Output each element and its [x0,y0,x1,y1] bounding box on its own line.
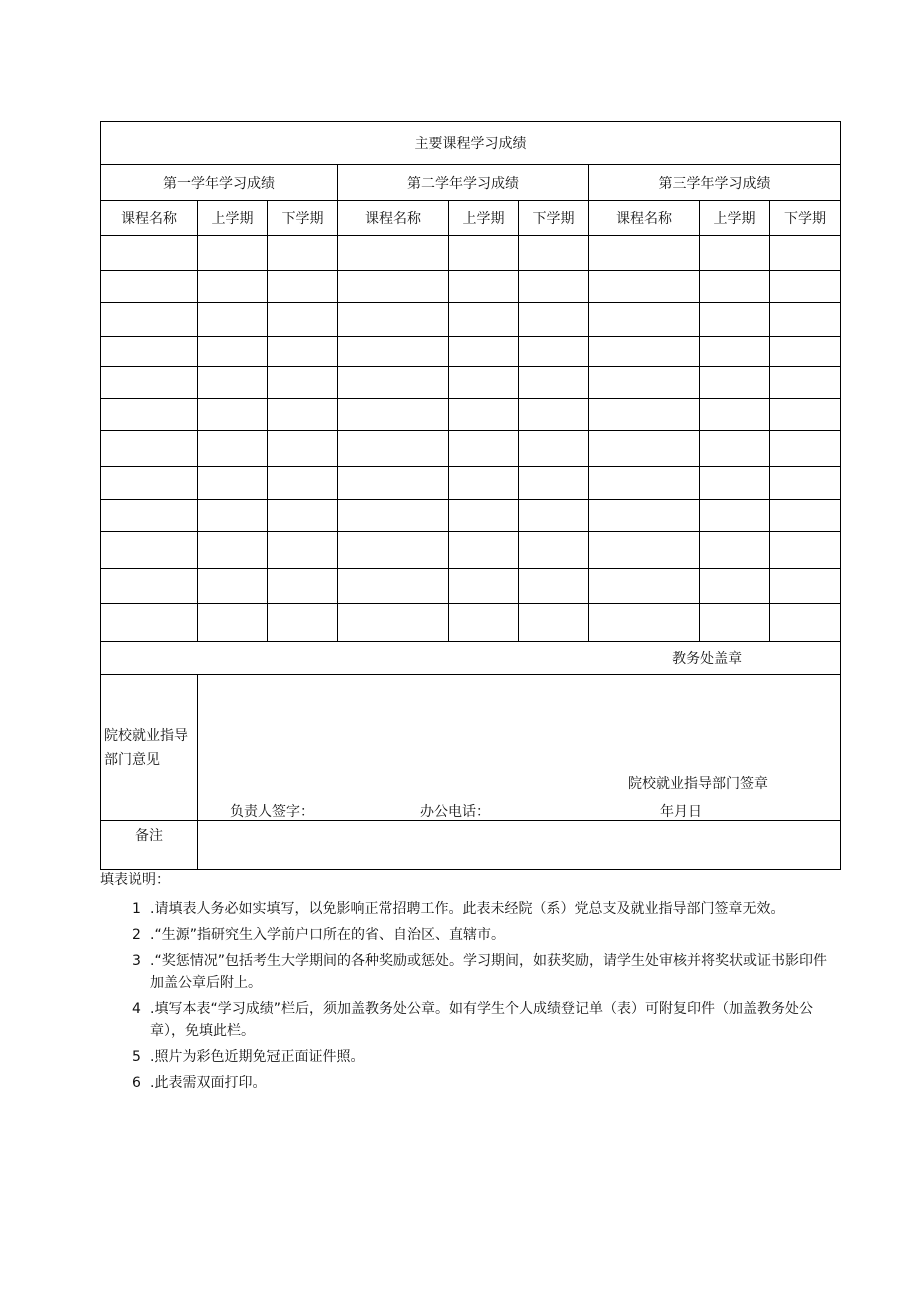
grade-cell[interactable] [519,367,589,399]
grade-cell[interactable] [589,500,700,532]
grade-cell[interactable] [338,399,449,431]
first-term-header: 上学期 [700,201,770,236]
career-guidance-opinion-cell[interactable] [198,675,841,821]
grade-cell[interactable] [338,367,449,399]
grade-cell[interactable] [770,431,841,467]
instruction-text: .请填表人务必如实填写，以免影响正常招聘工作。此表未经院（系）党总支及就业指导部门签章无效。 [150,901,785,917]
grade-cell[interactable] [770,569,841,604]
grade-cell[interactable] [198,399,268,431]
first-term-header: 上学期 [198,201,268,236]
grade-cell[interactable] [198,303,268,337]
first-term-header: 上学期 [449,201,519,236]
grade-cell[interactable] [449,236,519,271]
grade-cell[interactable] [589,236,700,271]
instruction-text: .“生源”指研究生入学前户口所在的省、自治区、直辖市。 [150,927,505,943]
career-guidance-opinion-label: 院校就业指导部门意见 [101,675,198,821]
grade-cell[interactable] [268,271,338,303]
office-phone-label: 办公电话： [420,804,490,820]
grade-cell[interactable] [589,604,700,642]
instruction-number: 4 [132,1001,141,1017]
grade-cell[interactable] [198,337,268,367]
grade-cell[interactable] [700,367,770,399]
grade-cell[interactable] [589,271,700,303]
grade-cell[interactable] [101,271,198,303]
grade-cell[interactable] [589,303,700,337]
grade-cell[interactable] [268,467,338,500]
instruction-item [100,1072,840,1094]
grade-cell[interactable] [338,431,449,467]
grade-cell[interactable] [519,532,589,569]
grade-cell[interactable] [770,467,841,500]
grade-cell[interactable] [770,399,841,431]
signer-label: 负责人签字： [230,804,314,820]
grade-cell[interactable] [338,500,449,532]
grade-cell[interactable] [449,271,519,303]
academic-affairs-stamp: 教务处盖章 [101,642,841,675]
instruction-item [100,898,840,920]
grade-cell[interactable] [338,569,449,604]
table-row [101,532,841,569]
instructions-title: 填表说明： [100,872,170,888]
grade-cell[interactable] [338,337,449,367]
grade-cell[interactable] [700,399,770,431]
grade-cell[interactable] [198,431,268,467]
grade-cell[interactable] [268,431,338,467]
grade-cell[interactable] [700,500,770,532]
grade-cell[interactable] [519,337,589,367]
grade-cell[interactable] [519,236,589,271]
grade-cell[interactable] [268,569,338,604]
grade-cell[interactable] [589,367,700,399]
second-term-header: 下学期 [268,201,338,236]
grade-cell[interactable] [519,467,589,500]
grade-cell[interactable] [700,236,770,271]
grade-cell[interactable] [198,569,268,604]
grade-cell[interactable] [268,337,338,367]
instruction-text: .照片为彩色近期免冠正面证件照。 [150,1049,365,1065]
grade-cell[interactable] [268,532,338,569]
instruction-text: .“奖惩情况”包括考生大学期间的各种奖励或惩处。学习期间，如获奖励，请学生处审核并将奖状或证书影印件加盖公章后附上。 [150,953,827,991]
grade-cell[interactable] [519,431,589,467]
grade-cell[interactable] [519,604,589,642]
table-row [101,271,841,303]
table-row [101,500,841,532]
grade-cell[interactable] [449,431,519,467]
grade-cell[interactable] [101,532,198,569]
year-2-header: 第二学年学习成绩 [338,165,589,201]
remarks-label: 备注 [101,821,198,870]
table-row [101,367,841,399]
grade-cell[interactable] [101,337,198,367]
table-row [101,399,841,431]
instruction-text: .填写本表“学习成绩”栏后，须加盖教务处公章。如有学生个人成绩登记单（表）可附复印件（加盖教务处公章），免填此栏。 [150,1001,813,1039]
table-row [101,569,841,604]
grade-cell[interactable] [268,500,338,532]
grade-cell[interactable] [101,367,198,399]
grade-cell[interactable] [268,399,338,431]
year-3-header: 第三学年学习成绩 [589,165,841,201]
grade-cell[interactable] [770,337,841,367]
remarks-cell[interactable] [198,821,841,870]
grade-cell[interactable] [101,500,198,532]
grade-cell[interactable] [198,367,268,399]
grade-cell[interactable] [338,467,449,500]
grade-cell[interactable] [700,569,770,604]
grade-cell[interactable] [101,399,198,431]
table-row [101,467,841,500]
grade-cell[interactable] [700,271,770,303]
grade-cell[interactable] [700,431,770,467]
grade-cell[interactable] [519,271,589,303]
grade-cell[interactable] [198,604,268,642]
table-title: 主要课程学习成绩 [101,122,841,165]
grade-cell[interactable] [338,303,449,337]
instruction-item [100,998,840,1042]
grade-cell[interactable] [101,431,198,467]
grade-cell[interactable] [770,303,841,337]
grade-cell[interactable] [770,500,841,532]
instruction-number: 3 [132,953,141,969]
grade-cell[interactable] [700,532,770,569]
table-row [101,337,841,367]
instruction-number: 1 [132,901,141,917]
grade-cell[interactable] [519,303,589,337]
grade-cell[interactable] [198,500,268,532]
grade-cell[interactable] [519,569,589,604]
date-label: 年月日 [660,804,702,820]
grade-cell[interactable] [449,337,519,367]
grade-cell[interactable] [589,431,700,467]
grade-cell[interactable] [198,236,268,271]
grade-cell[interactable] [268,303,338,337]
grade-cell[interactable] [589,569,700,604]
grade-cell[interactable] [700,337,770,367]
course-name-header: 课程名称 [101,201,198,236]
grade-cell[interactable] [101,569,198,604]
second-term-header: 下学期 [770,201,841,236]
grade-cell[interactable] [770,367,841,399]
column-header-row [101,201,841,236]
grade-cell[interactable] [449,500,519,532]
instruction-item [100,950,840,994]
grade-cell[interactable] [198,271,268,303]
grade-cell[interactable] [449,532,519,569]
grade-cell[interactable] [700,467,770,500]
instruction-item [100,1046,840,1068]
instruction-number: 5 [132,1049,141,1065]
grade-cell[interactable] [338,604,449,642]
grade-cell[interactable] [700,303,770,337]
grade-cell[interactable] [338,271,449,303]
grade-cell[interactable] [101,303,198,337]
grade-cell[interactable] [449,467,519,500]
grade-cell[interactable] [101,604,198,642]
grade-cell[interactable] [101,236,198,271]
grade-cell[interactable] [589,532,700,569]
table-row [101,431,841,467]
table-row [101,604,841,642]
grade-cell[interactable] [700,604,770,642]
grade-cell[interactable] [770,604,841,642]
grade-cell[interactable] [449,399,519,431]
grade-cell[interactable] [338,532,449,569]
grades-form-table [100,121,841,870]
grade-cell[interactable] [449,604,519,642]
grade-cell[interactable] [338,236,449,271]
grade-cell[interactable] [268,236,338,271]
year-header-row [101,165,841,201]
grade-cell[interactable] [268,604,338,642]
instruction-number: 2 [132,927,141,943]
grade-cell[interactable] [589,399,700,431]
table-row [101,303,841,337]
grade-cell[interactable] [449,303,519,337]
grade-cell[interactable] [589,337,700,367]
grade-cell[interactable] [101,467,198,500]
course-name-header: 课程名称 [338,201,449,236]
grade-cell[interactable] [770,271,841,303]
instruction-item [100,924,840,946]
grade-cell[interactable] [519,399,589,431]
grade-cell[interactable] [519,500,589,532]
grade-cell[interactable] [770,236,841,271]
instruction-text: .此表需双面打印。 [150,1075,267,1091]
filling-instructions [100,870,840,1098]
grade-cell[interactable] [268,367,338,399]
grade-cell[interactable] [589,467,700,500]
grade-cell[interactable] [198,467,268,500]
grade-cell[interactable] [449,367,519,399]
course-name-header: 课程名称 [589,201,700,236]
instruction-number: 6 [132,1075,141,1091]
grade-cell[interactable] [770,532,841,569]
year-1-header: 第一学年学习成绩 [101,165,338,201]
grade-cell[interactable] [449,569,519,604]
table-row [101,236,841,271]
grade-cell[interactable] [198,532,268,569]
career-dept-stamp-label: 院校就业指导部门签章 [628,776,768,792]
second-term-header: 下学期 [519,201,589,236]
